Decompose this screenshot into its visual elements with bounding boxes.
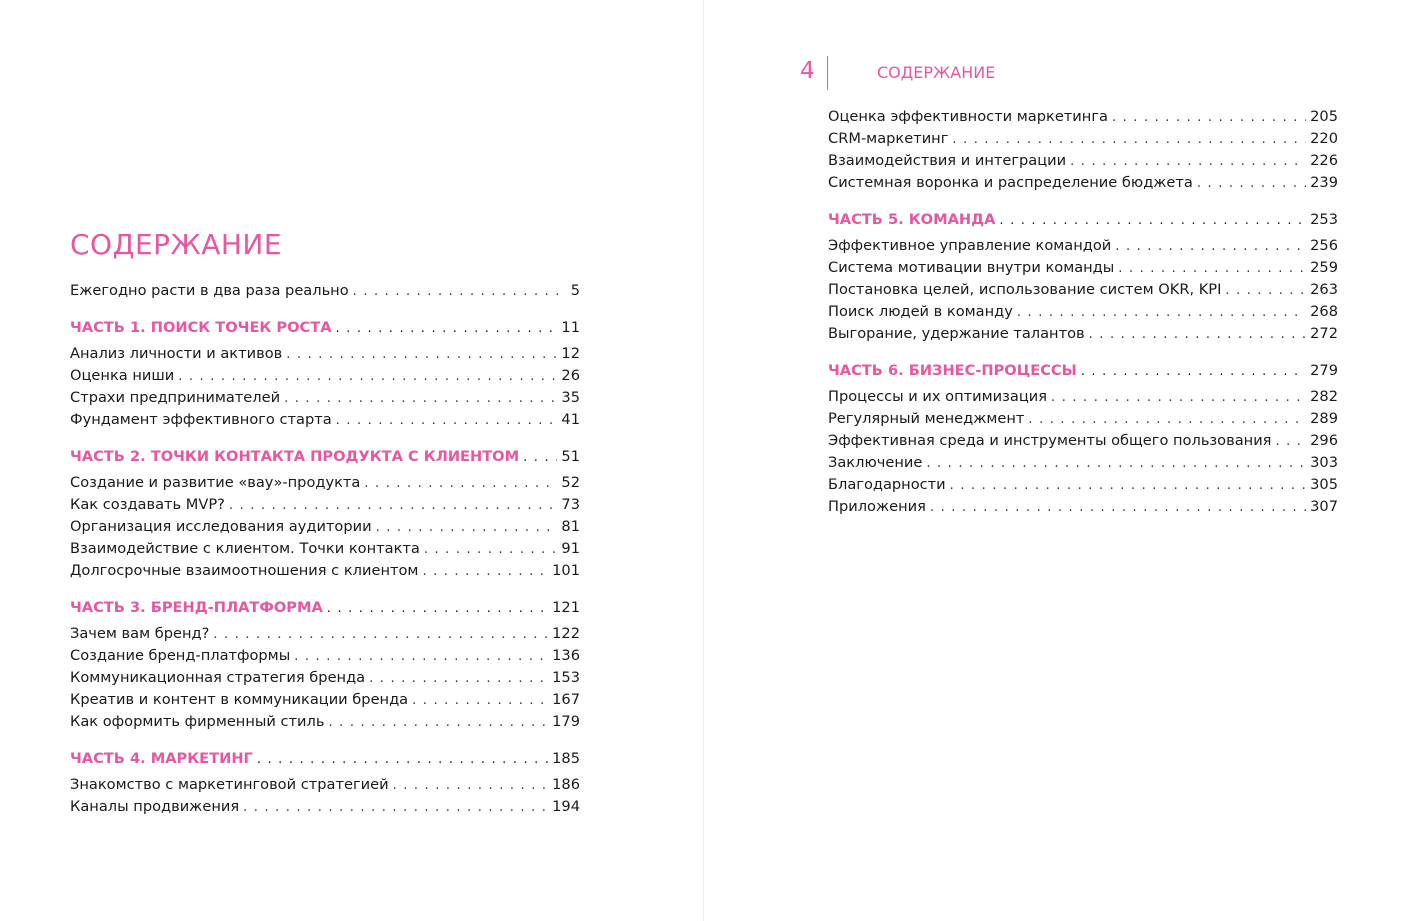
toc-entry[interactable]: [828, 452, 1338, 474]
toc-entry[interactable]: [70, 623, 580, 645]
toc-part-heading[interactable]: [828, 360, 1338, 382]
dot-leader: [952, 129, 1306, 151]
right-page: [704, 0, 1409, 921]
toc-entry[interactable]: [70, 538, 580, 560]
entry-page-number: 279: [1310, 362, 1338, 379]
entry-title: Каналы продвижения: [70, 798, 240, 815]
header-divider: [827, 56, 828, 90]
dot-leader: [1275, 431, 1306, 453]
dot-leader: [999, 210, 1306, 232]
entry-title: Процессы и их оптимизация: [828, 388, 1048, 405]
entry-page-number: 136: [552, 647, 580, 664]
entry-page-number: 81: [561, 518, 580, 535]
entry-page-number: 167: [552, 691, 580, 708]
entry-title: Приложения: [828, 498, 926, 515]
entry-page-number: 303: [1310, 454, 1338, 471]
dot-leader: [1028, 409, 1306, 431]
toc-entry[interactable]: [70, 645, 580, 667]
toc-entry[interactable]: [70, 711, 580, 733]
dot-leader: [376, 517, 558, 539]
dot-leader: [257, 749, 548, 771]
entry-page-number: 220: [1310, 130, 1338, 147]
entry-title: CRM-маркетинг: [828, 130, 949, 147]
part-title: ЧАСТЬ 5. КОМАНДА: [828, 211, 996, 228]
toc-entry[interactable]: [70, 343, 580, 365]
entry-page-number: 12: [561, 345, 580, 362]
toc-list-right: [828, 106, 1338, 518]
toc-entry[interactable]: [70, 365, 580, 387]
dot-leader: [369, 668, 548, 690]
entry-page-number: 51: [561, 448, 580, 465]
dot-leader: [1115, 236, 1306, 258]
entry-title: Эффективная среда и инструменты общего пользования: [828, 432, 1272, 449]
dot-leader: [286, 344, 557, 366]
toc-entry[interactable]: [70, 280, 580, 302]
dot-leader: [1197, 173, 1306, 195]
dot-leader: [393, 775, 549, 797]
dot-leader: [1051, 387, 1306, 409]
toc-entry[interactable]: [828, 279, 1338, 301]
entry-title: Выгорание, удержание талантов: [828, 325, 1085, 342]
entry-page-number: 122: [552, 625, 580, 642]
dot-leader: [284, 388, 557, 410]
entry-page-number: 179: [552, 713, 580, 730]
dot-leader: [364, 473, 557, 495]
toc-part-heading[interactable]: [70, 597, 580, 619]
entry-page-number: 73: [561, 496, 580, 513]
dot-leader: [1118, 258, 1306, 280]
entry-page-number: 91: [561, 540, 580, 557]
running-title: СОДЕРЖАНИЕ: [877, 63, 996, 82]
toc-entry[interactable]: [828, 323, 1338, 345]
dot-leader: [422, 561, 548, 583]
dot-leader: [213, 624, 548, 646]
toc-part-heading[interactable]: [828, 209, 1338, 231]
part-title: ЧАСТЬ 6. БИЗНЕС-ПРОЦЕССЫ: [828, 362, 1077, 379]
toc-entry[interactable]: [828, 430, 1338, 452]
toc-entry[interactable]: [828, 128, 1338, 150]
dot-leader: [523, 447, 557, 469]
page-number: 4: [800, 58, 815, 84]
toc-part-heading[interactable]: [70, 446, 580, 468]
entry-title: Долгосрочные взаимоотношения с клиентом: [70, 562, 419, 579]
entry-title: Благодарности: [828, 476, 946, 493]
toc-entry[interactable]: [828, 301, 1338, 323]
entry-page-number: 289: [1310, 410, 1338, 427]
entry-page-number: 226: [1310, 152, 1338, 169]
dot-leader: [1017, 302, 1306, 324]
toc-entry[interactable]: [70, 560, 580, 582]
entry-page-number: 239: [1310, 174, 1338, 191]
part-title: ЧАСТЬ 4. МАРКЕТИНГ: [70, 750, 253, 767]
entry-page-number: 259: [1310, 259, 1338, 276]
entry-page-number: 26: [561, 367, 580, 384]
entry-title: Организация исследования аудитории: [70, 518, 372, 535]
entry-page-number: 307: [1310, 498, 1338, 515]
entry-page-number: 186: [552, 776, 580, 793]
entry-title: Системная воронка и распределение бюджета: [828, 174, 1193, 191]
entry-title: Взаимодействие с клиентом. Точки контакта: [70, 540, 420, 557]
dot-leader: [1070, 151, 1306, 173]
toc-entry[interactable]: [828, 172, 1338, 194]
entry-title: Заключение: [828, 454, 923, 471]
toc-list-left: [70, 280, 580, 818]
entry-title: Постановка целей, использование систем OKR, KPI: [828, 281, 1222, 298]
entry-page-number: 253: [1310, 211, 1338, 228]
entry-page-number: 41: [561, 411, 580, 428]
dot-leader: [930, 497, 1306, 519]
entry-page-number: 5: [570, 282, 580, 299]
entry-title: Страхи предпринимателей: [70, 389, 281, 406]
entry-page-number: 153: [552, 669, 580, 686]
entry-title: Система мотивации внутри команды: [828, 259, 1115, 276]
entry-title: Как оформить фирменный стиль: [70, 713, 325, 730]
entry-title: Регулярный менеджмент: [828, 410, 1025, 427]
entry-title: Оценка эффективности маркетинга: [828, 108, 1108, 125]
entry-title: Как создавать MVP?: [70, 496, 225, 513]
entry-page-number: 52: [561, 474, 580, 491]
toc-part-heading[interactable]: [70, 317, 580, 339]
dot-leader: [353, 281, 567, 303]
dot-leader: [229, 495, 558, 517]
toc-entry[interactable]: [70, 387, 580, 409]
dot-leader: [336, 410, 558, 432]
toc-entry[interactable]: [828, 235, 1338, 257]
entry-page-number: 305: [1310, 476, 1338, 493]
dot-leader: [424, 539, 558, 561]
toc-part-heading[interactable]: [70, 748, 580, 770]
dot-leader: [412, 690, 548, 712]
toc-entry[interactable]: [70, 774, 580, 796]
toc-entry[interactable]: [70, 409, 580, 431]
toc-entry[interactable]: [828, 386, 1338, 408]
entry-title: Знакомство с маркетинговой стратегией: [70, 776, 389, 793]
entry-page-number: 263: [1310, 281, 1338, 298]
dot-leader: [926, 453, 1306, 475]
entry-page-number: 272: [1310, 325, 1338, 342]
dot-leader: [327, 598, 548, 620]
entry-title: Ежегодно расти в два раза реально: [70, 282, 349, 299]
entry-page-number: 282: [1310, 388, 1338, 405]
dot-leader: [335, 318, 557, 340]
part-title: ЧАСТЬ 2. ТОЧКИ КОНТАКТА ПРОДУКТА С КЛИЕНТОМ: [70, 448, 520, 465]
part-title: ЧАСТЬ 1. ПОИСК ТОЧЕК РОСТА: [70, 319, 332, 336]
toc-entry[interactable]: [70, 667, 580, 689]
toc-title: СОДЕРЖАНИЕ: [70, 228, 283, 261]
entry-title: Зачем вам бренд?: [70, 625, 210, 642]
toc-entry[interactable]: [70, 796, 580, 818]
dot-leader: [294, 646, 548, 668]
entry-page-number: 194: [552, 798, 580, 815]
entry-title: Коммуникационная стратегия бренда: [70, 669, 366, 686]
entry-title: Оценка ниши: [70, 367, 175, 384]
entry-title: Креатив и контент в коммуникации бренда: [70, 691, 409, 708]
dot-leader: [243, 797, 548, 819]
entry-title: Эффективное управление командой: [828, 237, 1112, 254]
dot-leader: [1112, 107, 1306, 129]
dot-leader: [950, 475, 1306, 497]
toc-entry[interactable]: [70, 494, 580, 516]
entry-page-number: 185: [552, 750, 580, 767]
entry-title: Поиск людей в команду: [828, 303, 1013, 320]
toc-entry[interactable]: [828, 474, 1338, 496]
toc-entry[interactable]: [70, 689, 580, 711]
dot-leader: [178, 366, 557, 388]
entry-title: Анализ личности и активов: [70, 345, 283, 362]
entry-page-number: 11: [561, 319, 580, 336]
toc-entry[interactable]: [828, 408, 1338, 430]
dot-leader: [328, 712, 548, 734]
entry-title: Взаимодействия и интеграции: [828, 152, 1067, 169]
entry-page-number: 205: [1310, 108, 1338, 125]
entry-page-number: 35: [561, 389, 580, 406]
entry-page-number: 101: [552, 562, 580, 579]
toc-entry[interactable]: [828, 496, 1338, 518]
toc-entry[interactable]: [70, 516, 580, 538]
dot-leader: [1081, 361, 1306, 383]
toc-entry[interactable]: [828, 106, 1338, 128]
entry-title: Фундамент эффективного старта: [70, 411, 332, 428]
toc-entry[interactable]: [828, 257, 1338, 279]
dot-leader: [1225, 280, 1306, 302]
toc-entry[interactable]: [70, 472, 580, 494]
entry-page-number: 268: [1310, 303, 1338, 320]
entry-page-number: 256: [1310, 237, 1338, 254]
toc-entry[interactable]: [828, 150, 1338, 172]
entry-title: Создание бренд-платформы: [70, 647, 291, 664]
dot-leader: [1089, 324, 1307, 346]
left-page: [0, 0, 703, 921]
entry-page-number: 296: [1310, 432, 1338, 449]
entry-page-number: 121: [552, 599, 580, 616]
entry-title: Создание и развитие «вау»-продукта: [70, 474, 361, 491]
part-title: ЧАСТЬ 3. БРЕНД-ПЛАТФОРМА: [70, 599, 323, 616]
